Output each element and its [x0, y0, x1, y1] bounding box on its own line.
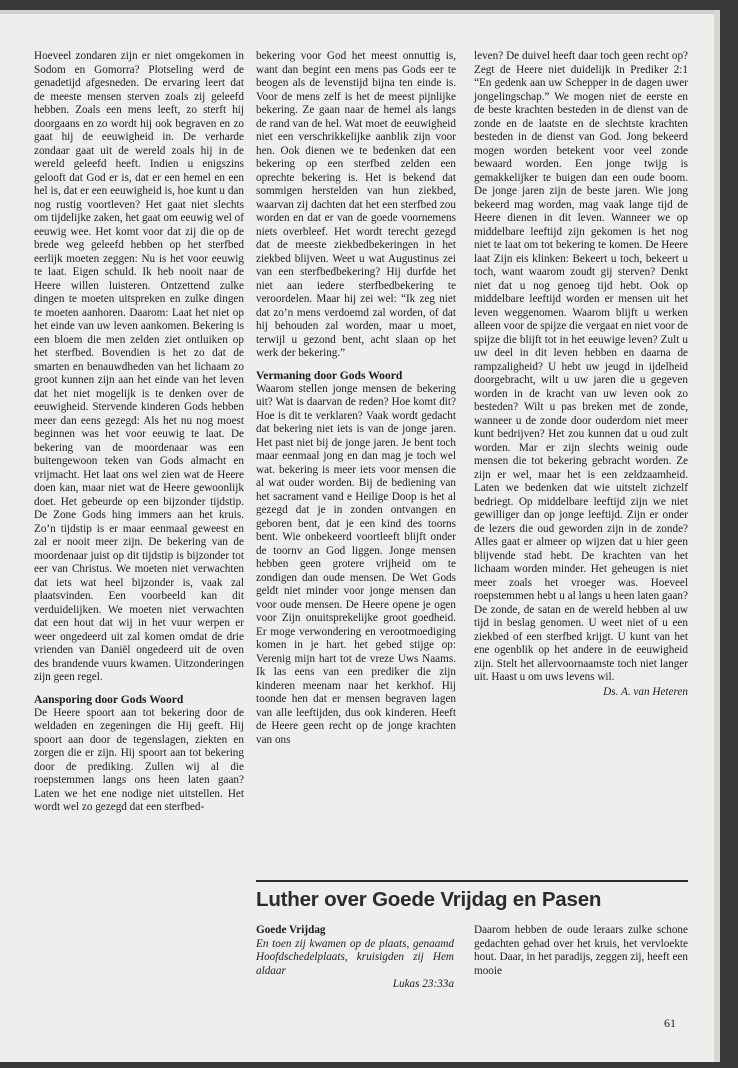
heading-goede-vrijdag: Goede Vrijdag: [256, 924, 326, 936]
column-2: [256, 50, 456, 747]
page-number: 61: [664, 1016, 676, 1030]
column-1-paragraph-2: De Heere spoort aan tot bekering door de weldaden en zegeningen die Hij geeft. Hij spoort aan door de tegenslagen, ziekten en zorgen die er zijn. Hij spoort aan tot bekering door de prediking. Zullen wij al die roepstemmen langs ons heen laten gaan? Laten we het ene nodige niet uitstellen. Het wordt wel zo gezegd dat een sterfbed-: [34, 706, 244, 813]
article-2-right-column: Daarom hebben de oude leraars zulke schone gedachten gehad over het kruis, het vervloekte hout. Daar, in het paradijs, zeggen zij, heeft een mooie: [474, 924, 688, 977]
heading-vermaning: Vermaning door Gods Woord: [256, 368, 403, 382]
column-1: [34, 50, 244, 815]
column-2-paragraph-2: Waarom stellen jonge mensen de bekering uit? Wat is daarvan de reden? Hoe komt dit? Hoe is dit te verklaren? Vaak wordt gedacht dat bekering niet iets is van de jonge jaren. Het past niet bij de jonge jaren. Je bent toch maar eenmaal jong en dan mag je toch wel wat. bekering is meer iets voor mensen die al wat ouder worden. Bij de bediening van het sacrament vand e Heilige Doop is het al gezegd dat je in zonden ontvangen en geboren bent, dat je een kind des toorns bent. Wie onbekeerd voortleeft blijft onder de toornv an God liggen. Jonge mensen hebben geen grotere vrijheid om te zondigen dan oude mensen. De Wet Gods geldt niet minder voor jonge mensen dan voor oude mensen. De Heere opene je ogen voor Zijn onuitsprekelijke groot goedheid. Er moge verwondering en verootmoediging komen in je hart. het gebed stijge op: Verenig mijn hart tot de vreze Uws Naams. Ik las eens van een prediker die zijn kinderen meenam naar het kerkhof. Hij toonde hen dat er mensen begraven lagen van alle leeftijden, dus ook kinderen. Heeft de Heere geen recht op de jonge krachten van ons: [256, 382, 456, 746]
top-edge: [0, 10, 720, 14]
section-divider: [256, 880, 688, 882]
column-3: [474, 50, 688, 699]
author-signature: Ds. A. van Heteren: [603, 685, 688, 698]
bible-reference: Lukas 23:33a: [392, 978, 454, 990]
heading-aansporing: Aansporing door Gods Woord: [34, 692, 184, 706]
bible-epigraph: En toen zij kwamen op de plaats, genaamd Hoofdschedelplaats, kruisigden zij Hem aldaar: [256, 937, 454, 977]
page-edge-shadow: [714, 10, 720, 1062]
column-2-paragraph-1: bekering voor God het meest onnuttig is, want dan begint een mens pas Gods eer te beogen als de levenstijd bijna ten einde is. Voor de mens zelf is het de meest pijnlijke bekering. Ze gaan naar de hemel als langs de rand van de hel. Wat moet de eeuwigheid niet een verschrikkelijke aanblik zijn voor hen. Ook dienen we te bedenken dat een bekering op een sterfbed zelden een oprechte bekering is. Het is bekend dat sommigen herstelden van hun ziekbed, waarvan zij dachten dat het een sterfbed zou worden en dat er van de goede voornemens niets overbleef. Het wordt terecht gezegd dat de meeste ziekbedbekeringen in het ziekbed blijven. Weet u wat Augustinus zei van een sterfbedbekering? Hij durfde het niet aan iedere sterfbedbekering te veroordelen. Maar hij zei wel: “Ik zeg niet dat zo’n mens verdoemd zal worden, of dat hij behouden zal worden, maar u moet, terwijl u gezond bent, acht slaan op het werk der bekering.”: [256, 50, 456, 359]
column-1-paragraph-1: Hoeveel zondaren zijn er niet omgekomen in Sodom en Gomorra? Plotseling werd de genadetijd afgesneden. De ervaring leert dat de meeste mensen sterven zoals zij geleefd hebben. Zoals een mens leeft, zo sterft hij doorgaans en zo wordt hij ook begraven en zo gaat hij de eeuwigheid in. De verharde zondaar gaat uit de wereld zoals hij in de wereld geleefd heeft. Indien u enigszins gelooft dat God er is, dat er een hemel en een hel is, dat er een eeuwigheid is, hoe kunt u dan nog rustig voortleven? Het gaat niet slechts om tijdelijke zaken, het gaat om eeuwig wel of eeuwig wee. Het komt voor dat zij die op de brede weg geleefd hebben op het sterfbed eerlijk moeten zeggen: Nu is het voor eeuwig te laat. Eigen schuld. Ik heb nooit naar de Heere willen luisteren. Ontzettend zulke dingen te moeten uitspreken en zulke dingen te moeten aanhoren. Daarom: Laat het niet op het einde van uw leven aankomen. Bekering is een bloem die men zelden ziet ontluiken op het sterfbed. Bovendien is het zo dat de smarten en benauwdheden van het lichaam zo groot kunnen zijn aan het einde van het leven dat het niet mogelijk is te denken over de eeuwigheid. Stervende kinderen Gods hebben meer dan eens gezegd: Als het nu nog moest beginnen was het voor eeuwig te laat. De bekering van de moordenaar was een buitengewoon teken van Gods almacht en vrijmacht. Het laat ons wel zien wat de Heere doen kan, maar niet wat de Heere gewoonlijk doet. Het gebeurde op een bijzonder tijdstip. De Zone Gods hing immers aan het kruis. Zo’n tijdstip is er maar eenmaal geweest en zal er nooit meer zijn. De bekering van de moordenaar juist op dit tijdstip is bijzonder tot eer van Christus. We moeten niet verwachten dat iets wat heel bijzonder is, vaak zal plaatsvinden. Een voorbeeld kan dit verduidelijken. We moeten niet verwachten dat een hout dat wij in het vuur werpen er weer ongedeerd uit zal komen omdat de drie vrienden van Daniël ongedeerd uit de oven des brandende vuurs kwamen. Uitzonderingen zijn geen regel.: [34, 50, 244, 683]
column-3-paragraph-1: leven? De duivel heeft daar toch geen recht op? Zegt de Heere niet duidelijk in Prediker 2:1 “En gedenk aan uw Schepper in de dagen uwer jongelingschap.” We mogen niet de eerste en de beste krachten besteden in de dienst van de zonde en de laatste en de slechtste krachten besteden in de dienst van God. Jong bekeerd mogen worden betekent voor veel zonde bewaard worden. Een jonge twijg is gemakkelijker te buigen dan een oude boom. De jonge jaren zijn de beste jaren. Wie jong bekeerd mag worden, mag vaak lange tijd de Heere dienen in dit leven. Wanneer we op middelbare leeftijd zijn gekomen is het nog niet te laat om tot bekering te komen. De Heere laat Zijn eis klinken: Bekeert u toch, bekeert u toch, want waarom zoudt gij sterven? Denkt niet dat u nog genoeg tijd hebt. Ook op middelbare leeftijd worden er mensen uit het leven weggenomen. Waarom blijft u werken alleen voor de spijze die vergaat en niet voor de spijze die blijft tot in het eeuwige leven? Zult u uw deel in dit leven hebben en daarna de rampzaligheid? U hebt uw jeugd in ijdelheid doorgebracht, wilt u uw jaren die u gegeven worden in de kracht van uw leven ook zo besteden? Wilt u pas breken met de zonde, wanneer u de zonde door ouderdom niet meer kunt bedrijven? Het zou kunnen dat u oud zult worden. Mar er zijn slechts weinig oude mensen die tot bekering gebracht worden. Ze zijn er wel, maar het is een zeldzaamheid. Laten we bedenken dat wie uitstelt zichzelf bedriegt. Op middelbare leeftijd zijn we niet gewilliger dan op jonge leeftijd. Zijn er onder de lezers die oud geworden zijn in de zonde? Alles gaat er almeer op wijzen dat u hier geen blijvende stad hebt. De krachten van het lichaam worden minder. Het geheugen is niet meer zoals het vroeger was. Hoeveel roepstemmen hebt u al langs u heen laten gaan? De zonde, de satan en de wereld hebben al uw tijd in beslag genomen. U weet niet of u een ziekbed of een sterfbed krijgt. U kunt van het ene ogenblik op het andere in de eeuwigheid zijn. Stelt het allervoornaamste toch niet langer uit. Haast u om uws levens wil.: [474, 50, 688, 683]
magazine-page: [0, 10, 720, 1062]
article-title: Luther over Goede Vrijdag en Pasen: [256, 888, 602, 911]
article-2-left-column: [256, 924, 454, 992]
